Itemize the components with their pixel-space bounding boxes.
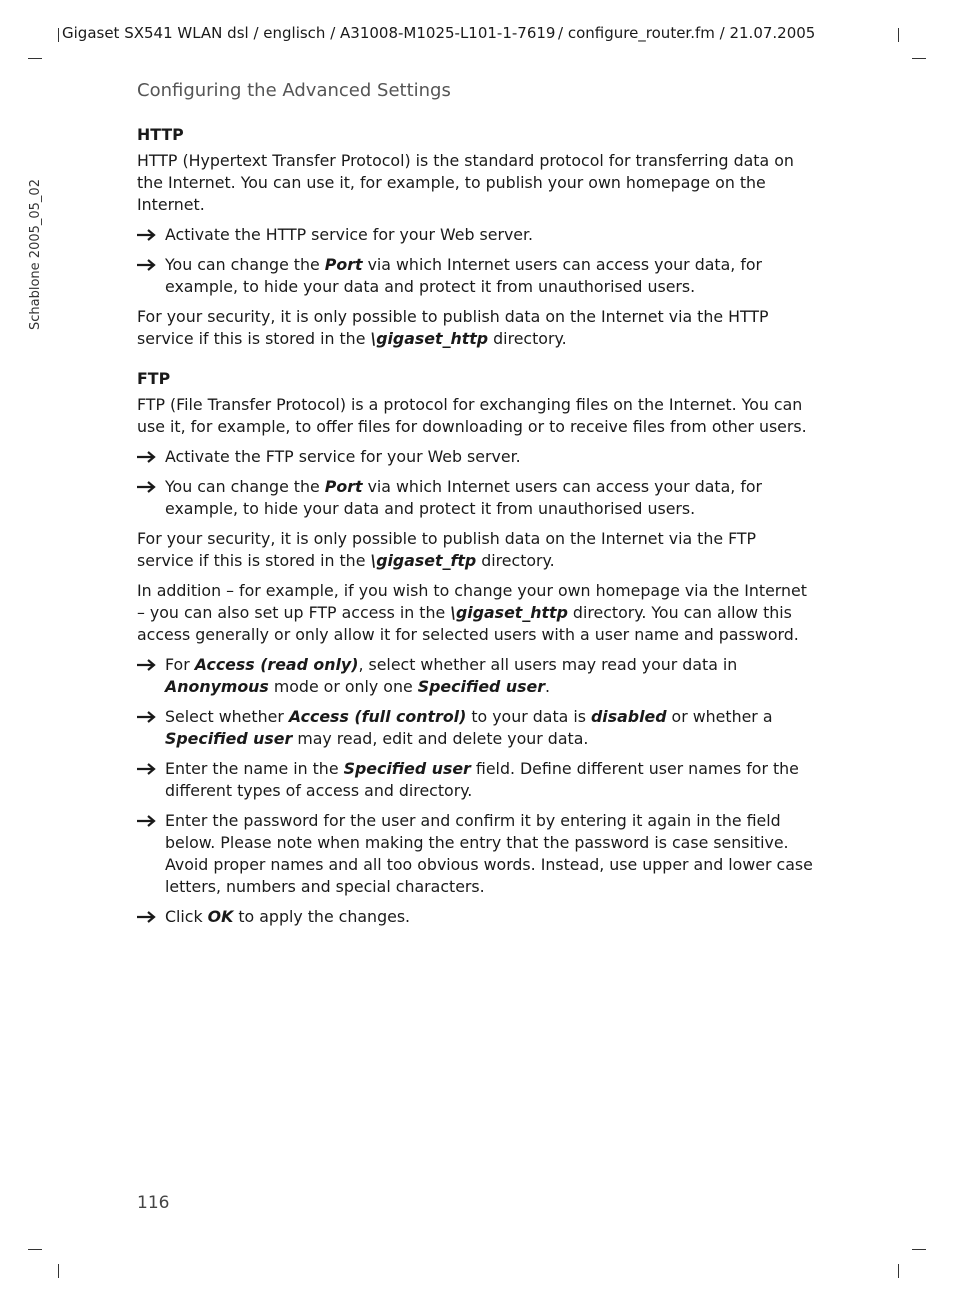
step-text: to apply the changes. — [233, 907, 411, 926]
step-text: For — [165, 655, 195, 674]
note-text: For your security, it is only possible to publish data on the Internet via the HTTP service if this is stored in the — [137, 307, 769, 348]
arrow-right-icon — [137, 229, 157, 241]
crop-mark — [28, 58, 42, 59]
http-intro: HTTP (Hypertext Transfer Protocol) is the standard protocol for transferring data on the Internet. You can use it, for example, to publish your own homepage on the Internet. — [137, 151, 794, 214]
step-text: Click — [165, 907, 208, 926]
option-name: disabled — [591, 707, 667, 726]
section-header: Configuring the Advanced Settings — [137, 80, 451, 101]
step-text: , select whether all users may read your data in — [358, 655, 738, 674]
step-item — [137, 810, 817, 898]
step-item — [137, 254, 817, 298]
note-text: directory. — [476, 551, 555, 570]
ftp-section — [137, 368, 817, 928]
field-name: Specified user — [343, 759, 471, 778]
port-field-name: Port — [324, 255, 363, 274]
step-text: via which Internet users can access your data, for example, to hide your data and protect it from unauthorised users. — [165, 255, 763, 296]
crop-mark — [898, 1264, 899, 1278]
arrow-right-icon — [137, 259, 157, 271]
button-name: OK — [207, 907, 234, 926]
step-item — [137, 706, 817, 750]
arrow-right-icon — [137, 763, 157, 775]
step-text: You can change the — [165, 255, 325, 274]
step-text: Enter the password for the user and confirm it by entering it again in the field below. Please note when making the entry that the password is case sensitive. Avoid proper names and all too obvious words. Instead, use upper and lower case letters, numbers and special characters. — [165, 811, 813, 896]
step-item — [137, 224, 817, 246]
crop-mark — [58, 1264, 59, 1278]
step-text: may read, edit and delete your data. — [292, 729, 589, 748]
step-text: via which Internet users can access your data, for example, to hide your data and protect it from unauthorised users. — [165, 477, 763, 518]
option-name: Specified user — [165, 729, 293, 748]
option-name: Specified user — [417, 677, 546, 696]
step-text: You can change the — [165, 477, 325, 496]
step-text: Enter the name in the — [165, 759, 344, 778]
ftp-heading: FTP — [137, 369, 171, 388]
step-text: Activate the FTP service for your Web server. — [165, 447, 521, 466]
field-name: Access (full control) — [288, 707, 467, 726]
step-text: or whether a — [666, 707, 773, 726]
ftp-intro: FTP (File Transfer Protocol) is a protocol for exchanging files on the Internet. You can use it, for example, to offer files for downloading or to receive files from other users. — [137, 395, 807, 436]
directory-name: \gigaset_ftp — [370, 551, 477, 570]
directory-name: \gigaset_http — [450, 603, 568, 622]
note-text: In addition – for example, if you wish to change your own homepage via the Internet – you can also set up FTP access in the — [137, 581, 807, 622]
running-header — [58, 24, 898, 44]
running-header-left: Gigaset SX541 WLAN dsl / englisch / A31008-M1025-L101-1-7619 — [62, 24, 556, 42]
directory-name: \gigaset_http — [370, 329, 489, 348]
step-item — [137, 446, 817, 468]
page-body — [137, 124, 817, 936]
step-item — [137, 906, 817, 928]
field-name: Access (read only) — [194, 655, 359, 674]
step-text: mode or only one — [268, 677, 418, 696]
step-text: to your data is — [466, 707, 591, 726]
step-item — [137, 476, 817, 520]
step-text: field. Define different user names for the different types of access and directory. — [165, 759, 799, 800]
arrow-right-icon — [137, 659, 157, 671]
arrow-right-icon — [137, 481, 157, 493]
note-text: For your security, it is only possible to publish data on the Internet via the FTP service if this is stored in the — [137, 529, 757, 570]
arrow-right-icon — [137, 911, 157, 923]
note-text: directory. — [488, 329, 567, 348]
step-text: Activate the HTTP service for your Web server. — [165, 225, 534, 244]
port-field-name: Port — [324, 477, 363, 496]
page-number: 116 — [137, 1193, 170, 1213]
running-header-right: / configure_router.fm / 21.07.2005 — [558, 24, 816, 42]
arrow-right-icon — [137, 815, 157, 827]
step-text: . — [545, 677, 551, 696]
crop-mark — [912, 1249, 926, 1250]
step-item — [137, 758, 817, 802]
ftp-addition-note — [137, 580, 817, 646]
step-text: Select whether — [165, 707, 289, 726]
crop-mark — [912, 58, 926, 59]
http-section — [137, 124, 817, 350]
option-name: Anonymous — [165, 677, 269, 696]
arrow-right-icon — [137, 451, 157, 463]
note-text: directory. You can allow this access generally or only allow it for selected users with a user name and password. — [137, 603, 799, 644]
http-security-note — [137, 306, 817, 350]
crop-mark — [898, 28, 899, 42]
step-item — [137, 654, 817, 698]
template-label: Schablone 2005_05_02 — [28, 179, 43, 330]
ftp-security-note — [137, 528, 817, 572]
http-heading: HTTP — [137, 125, 184, 144]
arrow-right-icon — [137, 711, 157, 723]
crop-mark — [28, 1249, 42, 1250]
